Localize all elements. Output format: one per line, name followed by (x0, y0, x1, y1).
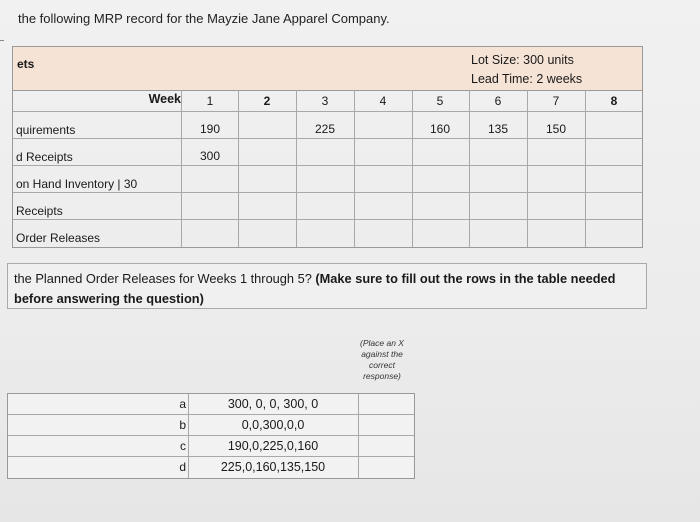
option-letter: d (179, 460, 186, 474)
question-text: the Planned Order Releases for Weeks 1 through 5? (14, 271, 316, 286)
week-label: Week (148, 92, 181, 106)
answer-table (7, 393, 415, 479)
answer-hint: (Place an X against the correct response) (360, 338, 404, 381)
req-week-5: 160 (429, 122, 451, 136)
week-3: 3 (321, 94, 329, 108)
req-week-3: 225 (314, 122, 336, 136)
question-box (7, 263, 647, 309)
option-text: 0,0,300,0,0 (241, 418, 305, 432)
req-week-1: 190 (199, 122, 221, 136)
week-5: 5 (436, 94, 444, 108)
req-week-6: 135 (487, 122, 509, 136)
row-label-on-hand: on Hand Inventory | 30 (16, 176, 138, 191)
week-7: 7 (552, 94, 560, 108)
row-label-planned-receipts: Receipts (16, 203, 63, 218)
week-6: 6 (494, 94, 502, 108)
margin-mark (0, 40, 4, 41)
option-text: 225,0,160,135,150 (220, 460, 326, 474)
receipt-week-1: 300 (199, 149, 221, 163)
mrp-table (12, 46, 643, 248)
week-2: 2 (263, 94, 271, 108)
intro-text: the following MRP record for the Mayzie Jane Apparel Company. (18, 11, 390, 26)
option-text: 190,0,225,0,160 (227, 439, 319, 453)
lead-time: Lead Time: 2 weeks (471, 72, 583, 86)
row-label-requirements: quirements (16, 122, 76, 137)
mrp-header (13, 47, 642, 91)
week-4: 4 (379, 94, 387, 108)
row-label-order-releases: Order Releases (16, 230, 101, 245)
answer-row-c[interactable] (8, 436, 414, 457)
week-8: 8 (610, 94, 618, 108)
answer-row-d[interactable] (8, 457, 414, 478)
answer-row-b[interactable] (8, 415, 414, 436)
option-letter: c (180, 439, 186, 453)
option-letter: b (179, 418, 186, 432)
option-text: 300, 0, 0, 300, 0 (227, 397, 319, 411)
question-instruction: (Make sure to fill out the rows in the table needed before answering the question) (14, 271, 616, 306)
row-label-receipts: d Receipts (16, 149, 73, 164)
lot-size: Lot Size: 300 units (471, 53, 574, 67)
answer-row-a[interactable] (8, 394, 414, 415)
option-letter: a (179, 397, 186, 411)
req-week-7: 150 (545, 122, 567, 136)
mrp-corner-label: ets (17, 57, 35, 71)
week-1: 1 (206, 94, 214, 108)
